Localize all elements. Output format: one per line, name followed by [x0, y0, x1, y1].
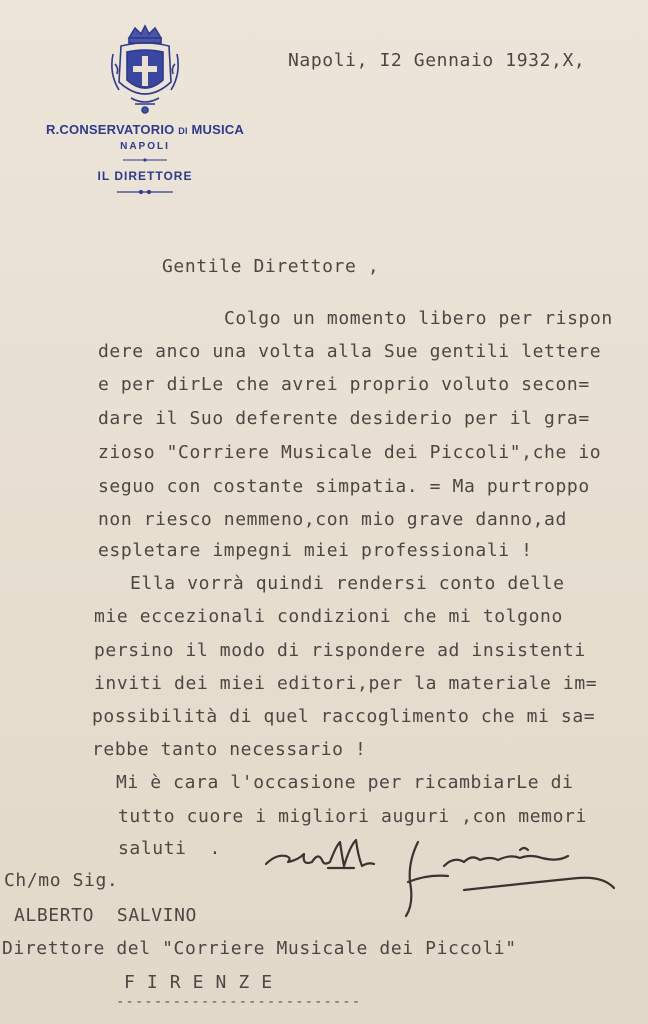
decorative-rule	[123, 157, 167, 163]
royal-crest-icon	[105, 24, 185, 116]
institution-name: R.CONSERVATORIO DI MUSICA	[46, 122, 244, 137]
body-line: zioso "Corriere Musicale dei Piccoli",che io	[98, 442, 602, 463]
handwritten-signature	[258, 832, 618, 922]
body-line: Mi è cara l'occasione per ricambiarLe di	[116, 772, 574, 793]
body-line: Colgo un momento libero per rispon	[224, 308, 613, 329]
director-office: IL DIRETTORE	[97, 169, 193, 183]
addressee-title: Ch/mo Sig.	[4, 870, 119, 891]
city-underline: --------------------------	[116, 994, 362, 1010]
salutation: Gentile Direttore ,	[162, 256, 380, 277]
body-line: saluti .	[118, 838, 221, 859]
body-line: dare il Suo deferente desiderio per il gra=	[98, 408, 590, 429]
institution-city: NAPOLI	[120, 141, 170, 152]
body-line: Ella vorrà quindi rendersi conto delle	[130, 573, 565, 594]
body-line: dere anco una volta alla Sue gentili lettere	[98, 341, 602, 362]
addressee-role: Direttore del "Corriere Musicale dei Piccoli"	[2, 938, 517, 959]
body-line: mie eccezionali condizioni che mi tolgono	[94, 606, 563, 627]
body-line: persino il modo di rispondere ad insistenti	[94, 640, 586, 661]
body-line: inviti dei miei editori,per la materiale im=	[94, 673, 598, 694]
decorative-rule	[117, 188, 173, 196]
body-line: rebbe tanto necessario !	[92, 739, 367, 760]
letterhead	[30, 24, 260, 196]
body-line: possibilità di quel raccoglimento che mi sa=	[92, 706, 596, 727]
body-line: non riesco nemmeno,con mio grave danno,ad	[98, 509, 567, 530]
addressee-name: ALBERTO SALVINO	[14, 905, 197, 926]
body-line: seguo con costante simpatia. = Ma purtroppo	[98, 476, 590, 497]
body-line: tutto cuore i migliori auguri ,con memori	[118, 806, 587, 827]
body-line: e per dirLe che avrei proprio voluto secon=	[98, 374, 590, 395]
body-line: espletare impegni miei professionali !	[98, 540, 533, 561]
addressee-city: F I R E N Z E	[124, 972, 273, 993]
letter-date: Napoli, I2 Gennaio 1932,X,	[288, 50, 586, 71]
